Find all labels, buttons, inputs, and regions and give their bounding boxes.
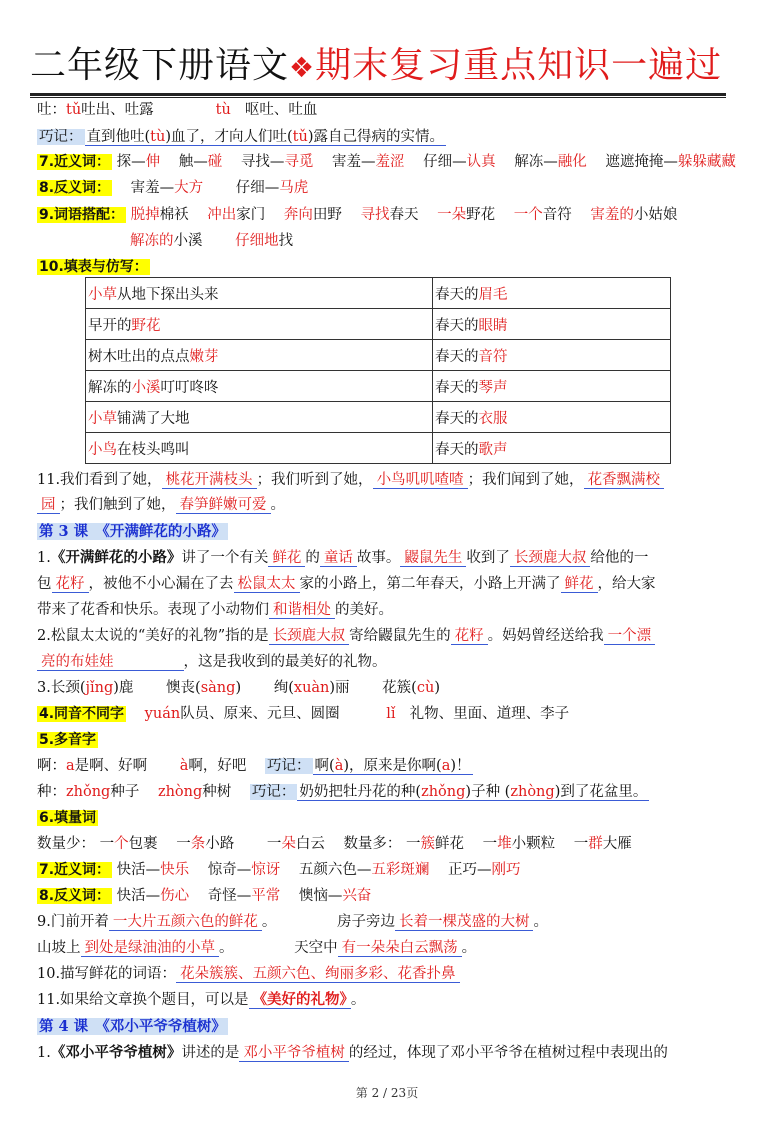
collocation-line: 9.词语搭配： 脱掉棉袄 冲出家门 奔向田野 寻找春天 一朵野花 一个音符 害羞的小姑娘 bbox=[39, 207, 678, 223]
section-heading: 7.近义词： bbox=[39, 154, 111, 170]
item-9-line1: 9.门前开着 一大片五颜六色的鲜花 。 房子旁边 长着一棵茂盛的大树 。 bbox=[37, 914, 548, 930]
title-rule-thick bbox=[30, 93, 726, 96]
table-heading-line bbox=[37, 256, 150, 278]
table-row: 小鸟在枝头鸣叫 春天的歌声 bbox=[86, 433, 671, 464]
l3-pinyin-line: 3.长颈(jǐng)鹿 懊丧(sàng) 绚(xuàn)丽 花簇(cù) bbox=[37, 680, 440, 696]
measure-heading-line bbox=[37, 807, 98, 829]
line-tu: 吐：tǔ吐出、吐露 tù 呕吐、吐血 bbox=[37, 102, 318, 118]
section-heading: 8.反义词： bbox=[39, 888, 111, 904]
section-heading: 4.同音不同字 bbox=[39, 706, 125, 722]
table-row: 解冻的小溪叮叮咚咚 春天的琴声 bbox=[86, 371, 671, 402]
measure-line: 数量少： 一个包裹 一条小路 一朵白云 数量多： 一簇鲜花 一堆小颗粒 一群大雁 bbox=[37, 836, 632, 852]
item-11-line2: 园 ；我们触到了她， 春笋鲜嫩可爱 。 bbox=[37, 494, 285, 516]
fill-table bbox=[85, 277, 671, 464]
antonyms-line-2: 8.反义词： 快活—伤心 奇怪—平常 懊恼—兴奋 bbox=[39, 888, 372, 904]
item-10-line: 10.描写鲜花的词语： 花朵簇簇、五颜六色、绚丽多彩、花香扑鼻 bbox=[37, 963, 460, 985]
l3-p1-line2: 包 花籽 ，被他不小心漏在了去 松鼠太太 家的小路上，第二年春天，小路上开满了 鲜花 ，给大家 bbox=[37, 576, 656, 592]
page-title bbox=[30, 40, 730, 94]
lesson-4-title: 第 4 课 《邓小平爷爷植树》 bbox=[39, 1018, 226, 1035]
homophone-line: 4.同音不同字 yuán队员、原来、元旦、圆圈 lǐ 礼物、里面、道理、李子 bbox=[39, 706, 570, 722]
item-11-line1: 11.我们看到了她， 桃花开满枝头 ；我们听到了她， 小鸟叽叽喳喳 ；我们闻到了她， 花香飘满校 bbox=[37, 469, 664, 491]
section-heading: 10.填表与仿写： bbox=[39, 259, 148, 275]
synonyms-line-2: 7.近义词： 快活—快乐 惊奇—惊讶 五颜六色—五彩斑斓 正巧—刚巧 bbox=[39, 862, 521, 878]
item-11-title-line: 11.如果给文章换个题目，可以是 《美好的礼物》 。 bbox=[37, 991, 366, 1008]
item-9-line2: 山坡上 到处是绿油油的小草 。 天空中 有一朵朵白云飘荡 。 bbox=[37, 940, 477, 956]
section-heading: 8.反义词： bbox=[39, 180, 111, 196]
synonyms-line: 7.近义词： 探—伸 触—碰 寻找—寻觅 害羞—羞涩 仔细—认真 解冻—融化 遮遮掩掩—躲躲藏藏 bbox=[39, 154, 736, 170]
section-heading: 9.词语搭配： bbox=[39, 207, 125, 223]
section-heading: 6.填量词 bbox=[39, 810, 97, 826]
page-number: 第 2 / 23页 bbox=[355, 1086, 419, 1100]
collocation-line-2: 解冻的小溪 仔细地找 bbox=[130, 233, 294, 249]
l3-p1-line3: 带来了花香和快乐。表现了小动物们 和谐相处 的美好。 bbox=[37, 602, 393, 618]
table-row: 小草铺满了大地 春天的衣服 bbox=[86, 402, 671, 433]
section-heading: 7.近义词： bbox=[39, 862, 111, 878]
l4-p1-line1: 1.《邓小平爷爷植树》讲述的是 邓小平爷爷植树 的经过，体现了邓小平爷爷在植树过程中表现出的 bbox=[37, 1044, 668, 1061]
title-deco-icon: ❖ bbox=[289, 51, 316, 84]
table-row: 小草从地下探出头来 春天的眉毛 bbox=[86, 278, 671, 309]
l3-p2-line2: 亮的布娃娃 ，这是我收到的最美好的礼物。 bbox=[37, 651, 387, 673]
tip-label: 巧记： bbox=[39, 129, 83, 145]
polyphone-heading-line bbox=[37, 729, 98, 751]
table-row: 树木吐出的点点嫩芽 春天的音符 bbox=[86, 340, 671, 371]
l3-p1-line1: 1.《开满鲜花的小路》讲了一个有关 鲜花 的 童话 故事。 鼹鼠先生 收到了 长颈鹿大叔 给他的一 bbox=[37, 549, 649, 566]
table-row: 早开的野花 春天的眼睛 bbox=[86, 309, 671, 340]
antonyms-line: 8.反义词： 害羞—大方 仔细—马虎 bbox=[39, 180, 309, 196]
title-part2: 期末复习重点知识一遍过 bbox=[315, 45, 723, 86]
title-part1: 二年级下册语文 bbox=[30, 45, 290, 86]
title-rule-thin bbox=[30, 97, 726, 98]
section-heading: 5.多音字 bbox=[39, 732, 97, 748]
polyphone-a-line: 啊：a是啊、好啊 à啊，好吧 巧记： 啊(à)，原来是你啊(a)！ bbox=[37, 758, 471, 774]
line-tu-tip: 巧记： 直到他吐(tù)血了，才向人们吐(tǔ)露自己得病的实情。 bbox=[39, 129, 444, 145]
polyphone-zhong-line: 种：zhǒng种子 zhòng种树 巧记： 奶奶把牡丹花的种(zhǒng)子种 (zhòng)到了花盆里。 bbox=[37, 784, 648, 800]
lesson-3-title: 第 3 课 《开满鲜花的小路》 bbox=[39, 523, 226, 540]
l3-p2-line1: 2.松鼠太太说的“美好的礼物”指的是 长颈鹿大叔 寄给鼹鼠先生的 花籽 。妈妈曾经送给我 一个漂 bbox=[37, 625, 655, 647]
